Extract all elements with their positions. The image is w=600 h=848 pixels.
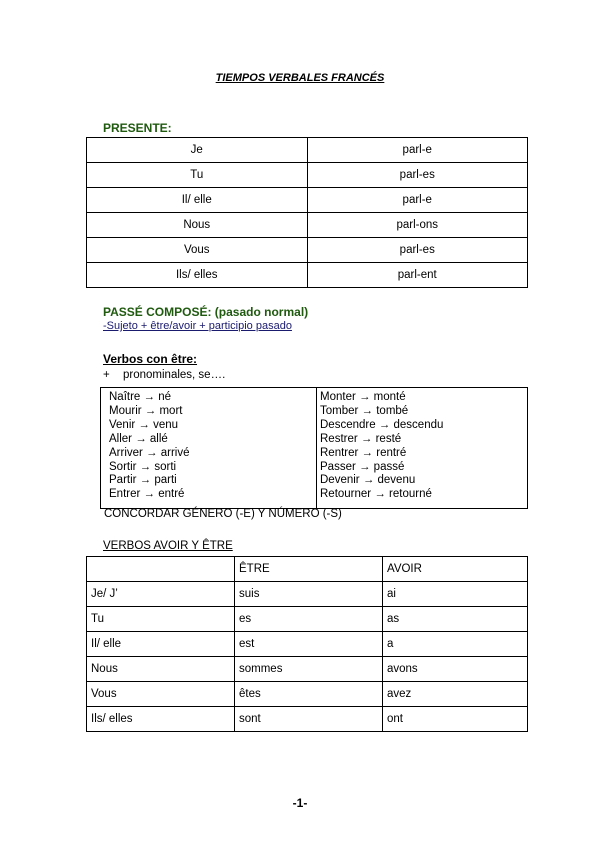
- table-row: [87, 632, 528, 657]
- conjugation-cell: parl-es: [307, 238, 528, 263]
- conjugation-cell: parl-e: [307, 138, 528, 163]
- list-item: Rentrer → rentré: [320, 446, 407, 459]
- table-row: [87, 163, 528, 188]
- verbs-etre-box: [100, 387, 528, 509]
- verbos-etre-heading: Verbos con être:: [103, 352, 198, 366]
- table-row: [87, 657, 528, 682]
- header-cell: [87, 557, 235, 582]
- conjugation-cell: parl-ent: [307, 263, 528, 288]
- bullet-text: pronominales, se….: [123, 369, 226, 381]
- presente-table: [86, 137, 528, 288]
- header-cell-etre: ÊTRE: [235, 557, 383, 582]
- etre-cell: es: [235, 607, 383, 632]
- table-row: [87, 582, 528, 607]
- pronoun-cell: Ils/ elles: [87, 707, 235, 732]
- pronoun-cell: Je/ J’: [87, 582, 235, 607]
- passe-compose-formula: -Sujeto + être/avoir + participio pasado: [103, 320, 292, 332]
- pronoun-cell: Je: [87, 138, 308, 163]
- table-row: [87, 607, 528, 632]
- page-number: -1-: [292, 796, 308, 810]
- list-item: Naître → né: [109, 391, 171, 403]
- concordar-note: CONCORDAR GÉNERO (-E) Y NÚMERO (-S): [104, 508, 342, 520]
- list-item: Arriver → arrivé: [109, 446, 190, 459]
- table-row: [87, 213, 528, 238]
- document-title: TIEMPOS VERBALES FRANCÉS: [215, 72, 385, 84]
- etre-cell: est: [235, 632, 383, 657]
- table-row: [87, 682, 528, 707]
- conjugation-cell: parl-ons: [307, 213, 528, 238]
- avoir-cell: avez: [383, 682, 528, 707]
- list-item: Monter → monté: [320, 391, 406, 403]
- list-item: Aller → allé: [109, 432, 168, 445]
- table-row: [87, 707, 528, 732]
- avoir-cell: ont: [383, 707, 528, 732]
- avoir-cell: as: [383, 607, 528, 632]
- list-item: Restrer → resté: [320, 432, 402, 445]
- list-item: Descendre → descendu: [320, 418, 444, 431]
- pronoun-cell: Vous: [87, 682, 235, 707]
- list-item: Venir → venu: [109, 418, 179, 431]
- etre-cell: êtes: [235, 682, 383, 707]
- table-header-row: [87, 557, 528, 582]
- list-item: Partir → parti: [109, 474, 177, 487]
- pronoun-cell: Il/ elle: [87, 188, 308, 213]
- avoir-cell: avons: [383, 657, 528, 682]
- avoir-etre-table: [86, 556, 528, 732]
- pronoun-cell: Il/ elle: [87, 632, 235, 657]
- pronoun-cell: Vous: [87, 238, 308, 263]
- header-cell-avoir: AVOIR: [383, 557, 528, 582]
- avoir-cell: a: [383, 632, 528, 657]
- list-item: Mourir → mort: [109, 404, 183, 417]
- conjugation-cell: parl-es: [307, 163, 528, 188]
- conjugation-cell: parl-e: [307, 188, 528, 213]
- pronoun-cell: Nous: [87, 213, 308, 238]
- plus-icon: +: [103, 369, 110, 381]
- presente-heading: PRESENTE:: [103, 121, 172, 135]
- verbs-left-column: [101, 388, 316, 508]
- pronoun-cell: Tu: [87, 607, 235, 632]
- avoir-etre-heading: VERBOS AVOIR Y ÊTRE: [103, 540, 233, 552]
- list-item: Retourner → retourné: [320, 488, 432, 501]
- etre-cell: sont: [235, 707, 383, 732]
- list-item: Entrer → entré: [109, 488, 185, 501]
- table-row: [87, 238, 528, 263]
- avoir-cell: ai: [383, 582, 528, 607]
- table-row: [87, 188, 528, 213]
- passe-compose-heading: PASSÉ COMPOSÉ: (pasado normal): [103, 305, 309, 319]
- bullet-line: [103, 369, 225, 381]
- list-item: Passer → passé: [320, 460, 405, 473]
- list-item: Sortir → sorti: [109, 460, 177, 473]
- pronoun-cell: Ils/ elles: [87, 263, 308, 288]
- pronoun-cell: Tu: [87, 163, 308, 188]
- etre-cell: suis: [235, 582, 383, 607]
- etre-cell: sommes: [235, 657, 383, 682]
- table-row: [87, 138, 528, 163]
- list-item: Tomber → tombé: [320, 404, 409, 417]
- pronoun-cell: Nous: [87, 657, 235, 682]
- list-item: Devenir → devenu: [320, 474, 416, 487]
- verbs-right-column: [316, 388, 527, 508]
- table-row: [87, 263, 528, 288]
